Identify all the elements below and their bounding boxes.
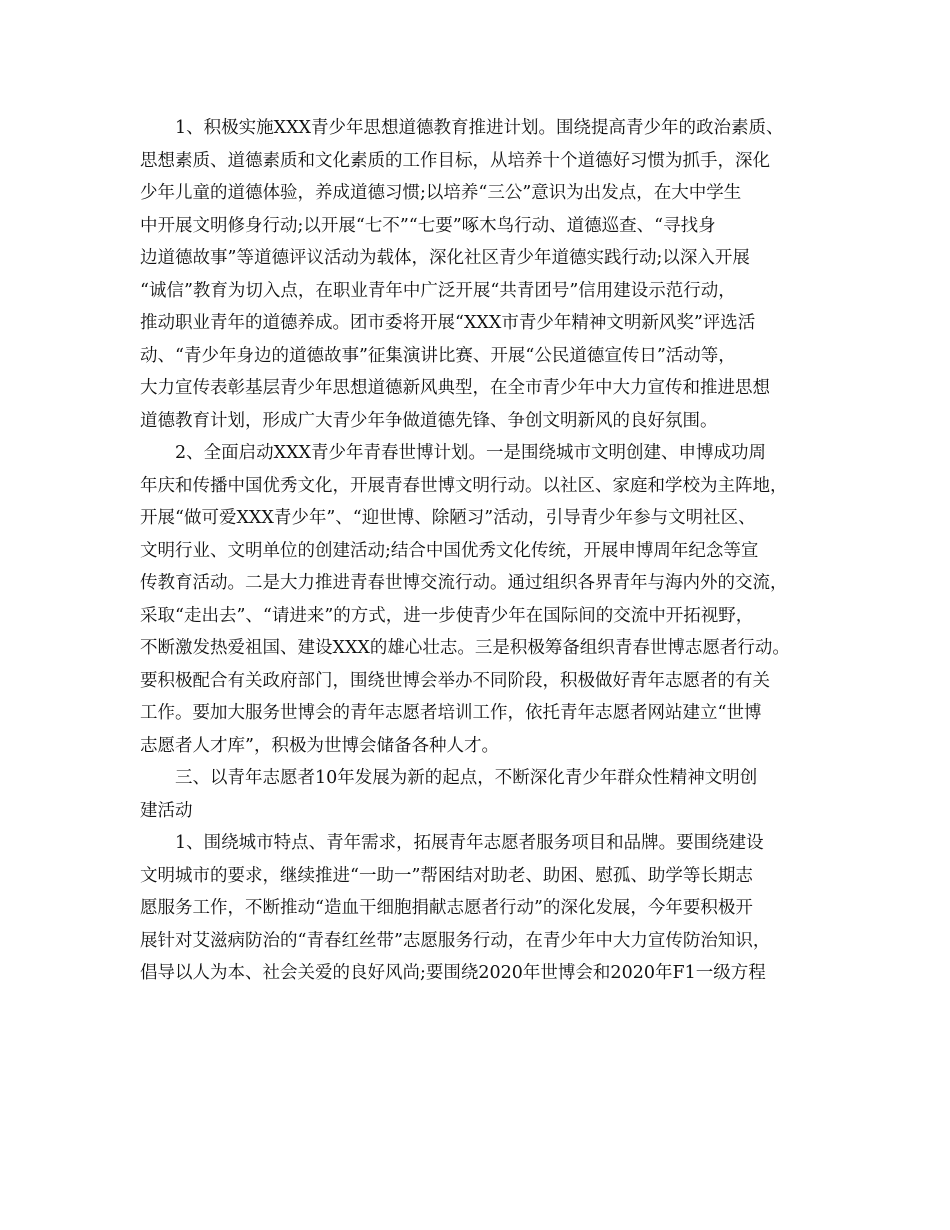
text-line: 年庆和传播中国优秀文化，开展青春世博文明行动。以社区、家庭和学校为主阵地， — [140, 475, 788, 496]
text-line: 思想素质、道德素质和文化素质的工作目标，从培养十个道德好习惯为抓手，深化 — [140, 150, 770, 171]
text-line: 动、“青少年身边的道德故事”征集演讲比赛、开展“公民道德宣传日”活动等， — [140, 345, 736, 366]
text-line: 工作。要加大服务世博会的青年志愿者培训工作，依托青年志愿者网站建立“世博 — [140, 703, 762, 723]
text-line: 开展“做可爱XXX青少年”、“迎世博、除陋习”活动，引导青少年参与文明社区、 — [140, 508, 756, 528]
text-line: 道德教育计划，形成广大青少年争做道德先锋、争创文明新风的良好氛围。 — [140, 410, 718, 431]
section-heading-line: 三、以青年志愿者10年发展为新的起点，不断深化青少年群众性精神文明创 — [175, 768, 758, 788]
text-line: 志愿者人才库”，积极为世博会储备各种人才。 — [140, 735, 499, 756]
text-line: “诚信”教育为切入点，在职业青年中广泛开展“共青团号”信用建设示范行动， — [140, 280, 736, 301]
text-line: 要积极配合有关政府部门，围绕世博会举办不同阶段，积极做好青年志愿者的有关 — [140, 670, 770, 691]
text-line: 大力宣传表彰基层青少年思想道德新风典型，在全市青少年中大力宣传和推进思想 — [140, 378, 770, 398]
text-line: 文明城市的要求，继续推进“一助一”帮困结对助老、助困、慰孤、助学等长期志 — [140, 865, 753, 886]
text-line: 不断激发热爱祖国、建设XXX的雄心壮志。三是积极筹备组织青春世博志愿者行动。 — [140, 638, 790, 658]
text-line: 2、全面启动XXX青少年青春世博计划。一是围绕城市文明创建、申博成功周 — [175, 443, 767, 463]
text-line: 倡导以人为本、社会关爱的良好风尚;要围绕2020年世博会和2020年F1一级方程 — [140, 963, 766, 983]
text-line: 展针对艾滋病防治的“青春红丝带”志愿服务行动，在青少年中大力宣传防治知识， — [140, 930, 771, 951]
text-line: 1、围绕城市特点、青年需求，拓展青年志愿者服务项目和品牌。要围绕建设 — [175, 833, 764, 853]
text-line: 1、积极实施XXX青少年思想道德教育推进计划。围绕提高青少年的政治素质、 — [175, 118, 784, 138]
text-line: 传教育活动。二是大力推进青春世博交流行动。通过组织各界青年与海内外的交流， — [140, 573, 788, 593]
text-line: 采取“走出去”、“请进来”的方式，进一步使青少年在国际间的交流中开拓视野， — [140, 605, 754, 626]
text-line: 少年儿童的道德体验，养成道德习惯;以培养“三公”意识为出发点，在大中学生 — [140, 183, 742, 203]
text-line: 愿服务工作，不断推动“造血干细胞捐献志愿者行动”的深化发展，今年要积极开 — [140, 898, 753, 918]
text-line: 文明行业、文明单位的创建活动;结合中国优秀文化传统，开展申博周年纪念等宣 — [140, 540, 759, 561]
text-line: 推动职业青年的道德养成。团市委将开展“XXX市青少年精神文明新风奖”评选活 — [140, 313, 756, 333]
section-heading-line: 建活动 — [140, 800, 193, 821]
text-line: 边道德故事”等道德评议活动为载体，深化社区青少年道德实践行动;以深入开展 — [140, 248, 750, 268]
text-line: 中开展文明修身行动;以开展“七不”“七要”啄木鸟行动、道德巡查、“寻找身 — [140, 215, 716, 236]
